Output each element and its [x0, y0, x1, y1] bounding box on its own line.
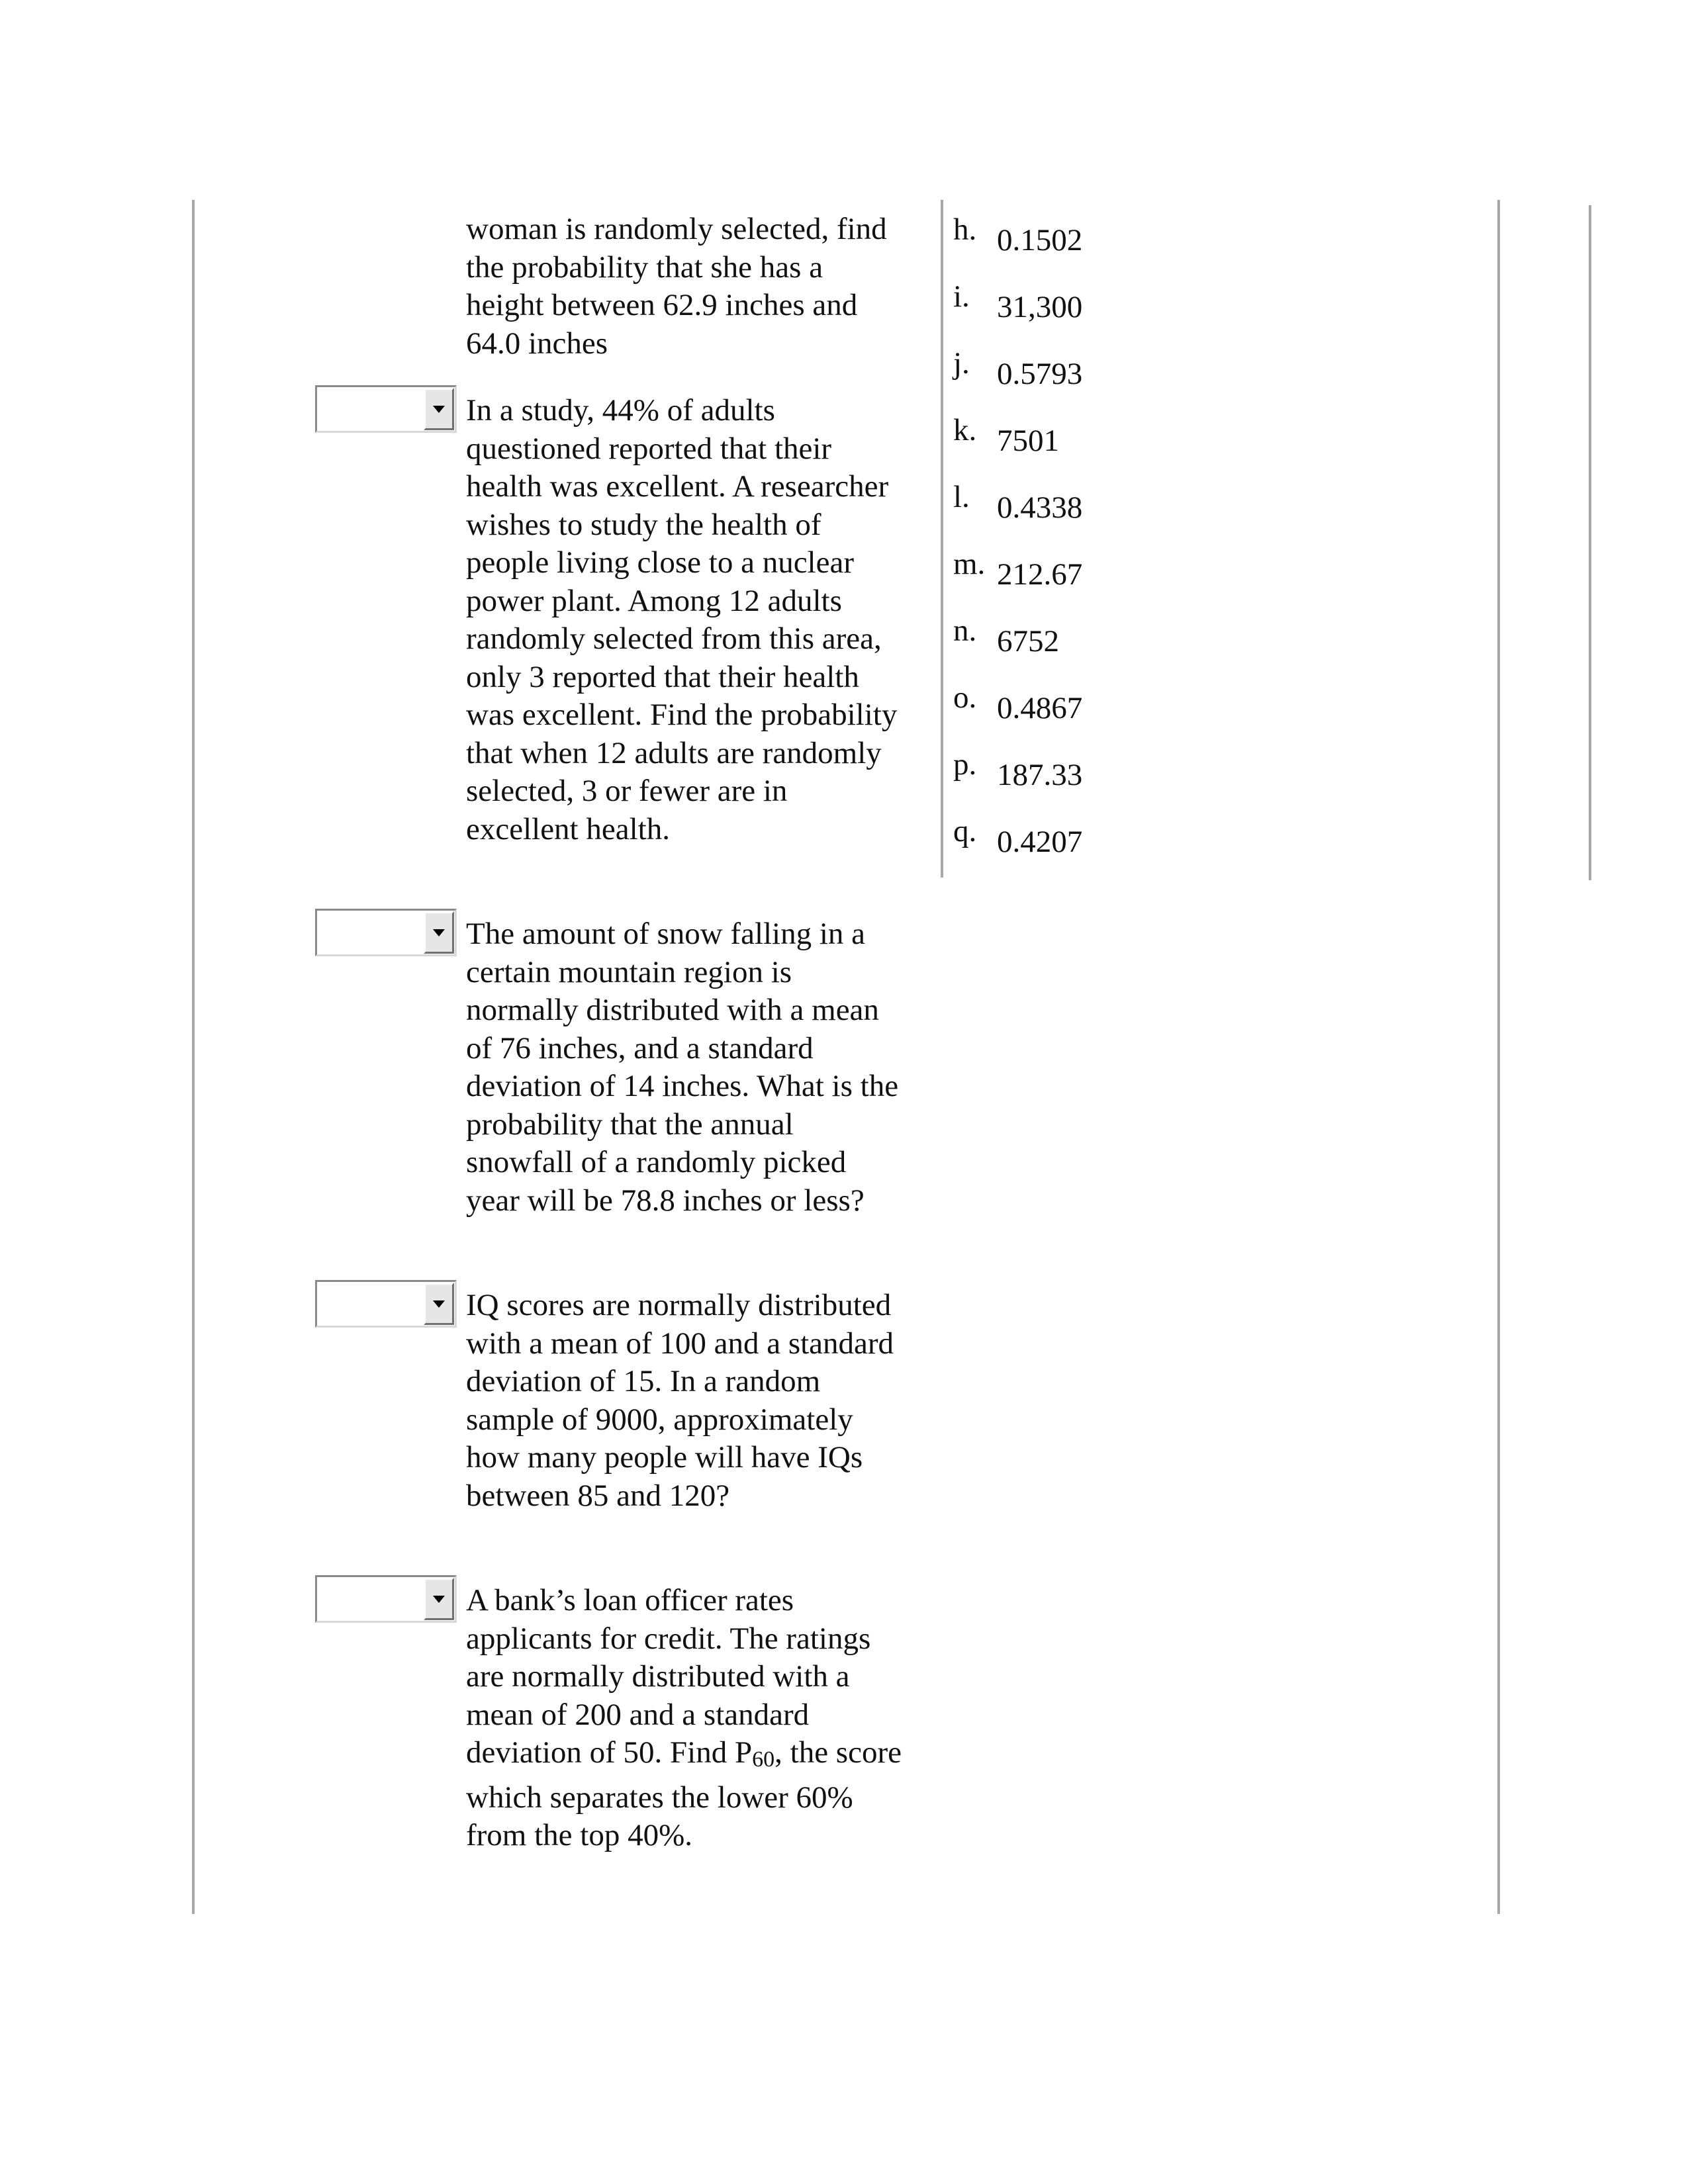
- answer-value: 187.33: [997, 758, 1083, 792]
- table-border-left: [192, 200, 195, 1914]
- answer-letter: i.: [953, 279, 970, 314]
- answer-value: 212.67: [997, 557, 1083, 592]
- answer-value: 0.4338: [997, 490, 1083, 525]
- answer-letter: h.: [953, 212, 977, 247]
- answer-value: 0.5793: [997, 357, 1083, 391]
- question-text-5: [466, 1582, 943, 1855]
- question-text-5-part-1: A bank’s loan officer rates applicants for credit. The ratings are normally distributed with a mean of 200 and a standard deviation of 50. Find P: [466, 1583, 871, 1770]
- dropdown-arrow-button[interactable]: [424, 1578, 454, 1620]
- answer-letter: j.: [953, 346, 970, 381]
- answer-letter: k.: [953, 413, 977, 447]
- question-text-2: In a study, 44% of adults questioned reported that their health was excellent. A researcher wishes to study the health of people living close to a nuclear power plant. Among 12 adults randomly selected from this area, only 3 reported that their health was excellent. Find the probability that when 12 adults are randomly selected, 3 or fewer are in excellent health.: [466, 393, 898, 846]
- answer-select-4[interactable]: [315, 1280, 457, 1328]
- answer-letter: n.: [953, 614, 977, 648]
- dropdown-arrow-button[interactable]: [424, 911, 454, 954]
- dropdown-arrow-button[interactable]: [424, 1283, 454, 1325]
- answer-select-3[interactable]: [315, 909, 457, 956]
- answer-letter: p.: [953, 747, 977, 782]
- dropdown-arrow-button[interactable]: [424, 388, 454, 430]
- question-text-4: IQ scores are normally distributed with a mean of 100 and a standard deviation of 15. In a random sample of 9000, approximately how many people will have IQs between 85 and 120?: [466, 1288, 894, 1513]
- percentile-subscript: 60: [752, 1747, 775, 1772]
- answer-value: 31,300: [997, 290, 1083, 324]
- answer-letter: m.: [953, 547, 986, 581]
- answer-value: 0.1502: [997, 223, 1083, 257]
- answer-select-2[interactable]: [315, 385, 457, 433]
- question-text-1: woman is randomly selected, find the probability that she has a height between 62.9 inches and 64.0 inches: [466, 212, 887, 361]
- answer-value: 0.4867: [997, 691, 1083, 725]
- answer-letter: q.: [953, 814, 977, 848]
- answer-value: 7501: [997, 424, 1059, 458]
- answer-value: 6752: [997, 624, 1059, 659]
- question-text-3: The amount of snow falling in a certain mountain region is normally distributed with a mean of 76 inches, and a standard deviation of 14 inches. What is the probability that the annual snowfall of a randomly picked year will be 78.8 inches or less?: [466, 917, 899, 1218]
- answer-select-5[interactable]: [315, 1575, 457, 1623]
- chevron-down-icon: [433, 929, 445, 936]
- answer-value: 0.4207: [997, 825, 1083, 859]
- answer-letter: l.: [953, 480, 970, 514]
- chevron-down-icon: [433, 1300, 445, 1308]
- answer-letter: o.: [953, 680, 977, 715]
- question-text-5-part-2: , the score which separates the lower 60% from the top 40%.: [466, 1735, 902, 1852]
- outer-border-right: [1589, 205, 1591, 880]
- chevron-down-icon: [433, 1596, 445, 1603]
- chevron-down-icon: [433, 406, 445, 413]
- table-border-right: [1497, 200, 1500, 1914]
